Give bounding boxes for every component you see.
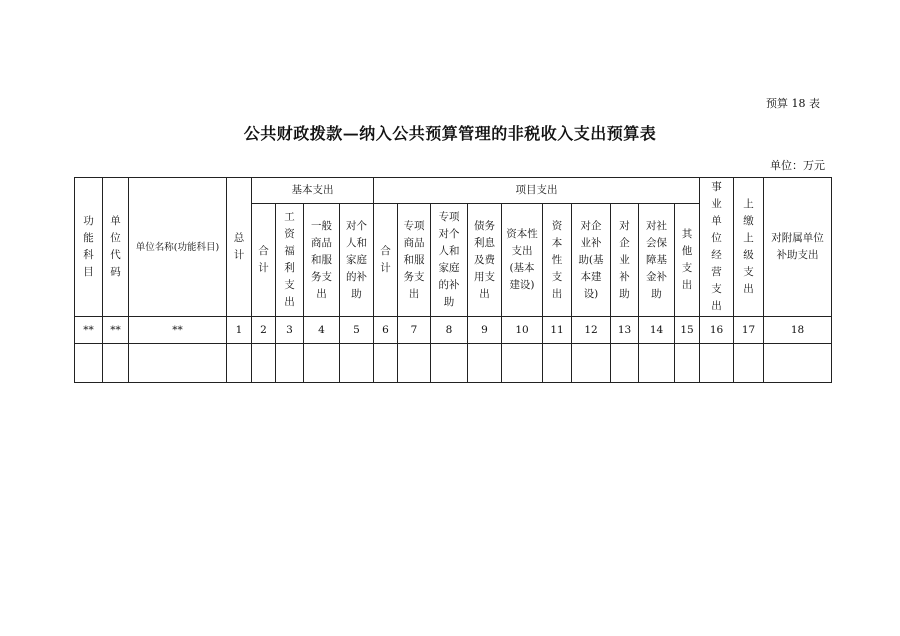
empty-cell	[502, 344, 543, 383]
empty-cell	[572, 344, 611, 383]
empty-cell	[340, 344, 374, 383]
column-number-row	[75, 317, 832, 344]
empty-cell	[304, 344, 340, 383]
number-cell: **	[129, 317, 227, 344]
header-total: 总计	[227, 178, 252, 317]
header-basic-group: 基本支出	[252, 178, 374, 204]
header-project-enterprise-construction: 对企业补助(基本建设)	[572, 204, 611, 317]
header-basic-total: 合计	[252, 204, 276, 317]
unit-label: 单位：万元	[770, 159, 825, 172]
number-cell: 3	[276, 317, 304, 344]
number-cell: 1	[227, 317, 252, 344]
number-cell: 17	[734, 317, 764, 344]
header-upper-payment: 上缴上级支出	[734, 178, 764, 317]
number-cell: 5	[340, 317, 374, 344]
header-project-other: 其他支出	[675, 204, 700, 317]
number-cell: 16	[700, 317, 734, 344]
empty-cell	[103, 344, 129, 383]
header-project-enterprise-subsidy: 对企业补助	[611, 204, 639, 317]
empty-cell	[374, 344, 398, 383]
header-project-capital-construction: 资本性支出(基本建设)	[502, 204, 543, 317]
header-project-total: 合计	[374, 204, 398, 317]
number-cell: 15	[675, 317, 700, 344]
empty-cell	[734, 344, 764, 383]
empty-cell	[764, 344, 832, 383]
empty-cell	[227, 344, 252, 383]
number-cell: **	[103, 317, 129, 344]
number-cell: 7	[398, 317, 431, 344]
number-cell: 9	[468, 317, 502, 344]
empty-cell	[398, 344, 431, 383]
empty-cell	[675, 344, 700, 383]
header-project-group: 项目支出	[374, 178, 700, 204]
number-cell: 18	[764, 317, 832, 344]
empty-cell	[129, 344, 227, 383]
empty-cell	[639, 344, 675, 383]
budget-table	[74, 177, 832, 383]
number-cell: 14	[639, 317, 675, 344]
header-enterprise-expense: 事业单位经营支出	[700, 178, 734, 317]
page-title: 公共财政拨款—纳入公共预算管理的非税收入支出预算表	[243, 124, 657, 143]
empty-cell	[276, 344, 304, 383]
empty-cell	[75, 344, 103, 383]
empty-cell	[543, 344, 572, 383]
header-basic-goods-services: 一般商品和服务支出	[304, 204, 340, 317]
header-project-capital: 资本性支出	[543, 204, 572, 317]
form-number: 预算 18 表	[766, 97, 820, 110]
empty-cell	[468, 344, 502, 383]
header-basic-wages: 工资福利支出	[276, 204, 304, 317]
number-cell: 6	[374, 317, 398, 344]
header-subsidiary-subsidy: 对附属单位补助支出	[764, 178, 832, 317]
data-row-empty	[75, 344, 832, 383]
number-cell: 2	[252, 317, 276, 344]
number-cell: 11	[543, 317, 572, 344]
header-project-debt-interest: 债务利息及费用支出	[468, 204, 502, 317]
header-basic-personal-subsidy: 对个人和家庭的补助	[340, 204, 374, 317]
header-function-subject: 功能科目	[75, 178, 103, 317]
header-project-goods-services: 专项商品和服务支出	[398, 204, 431, 317]
number-cell: 4	[304, 317, 340, 344]
number-cell: 12	[572, 317, 611, 344]
header-unit-name: 单位名称(功能科目)	[129, 178, 227, 317]
number-cell: 10	[502, 317, 543, 344]
number-cell: 13	[611, 317, 639, 344]
empty-cell	[431, 344, 468, 383]
empty-cell	[700, 344, 734, 383]
header-unit-code: 单位代码	[103, 178, 129, 317]
number-cell: 8	[431, 317, 468, 344]
number-cell: **	[75, 317, 103, 344]
empty-cell	[611, 344, 639, 383]
header-project-social-security: 对社会保障基金补助	[639, 204, 675, 317]
header-project-personal-subsidy: 专项对个人和家庭的补助	[431, 204, 468, 317]
empty-cell	[252, 344, 276, 383]
